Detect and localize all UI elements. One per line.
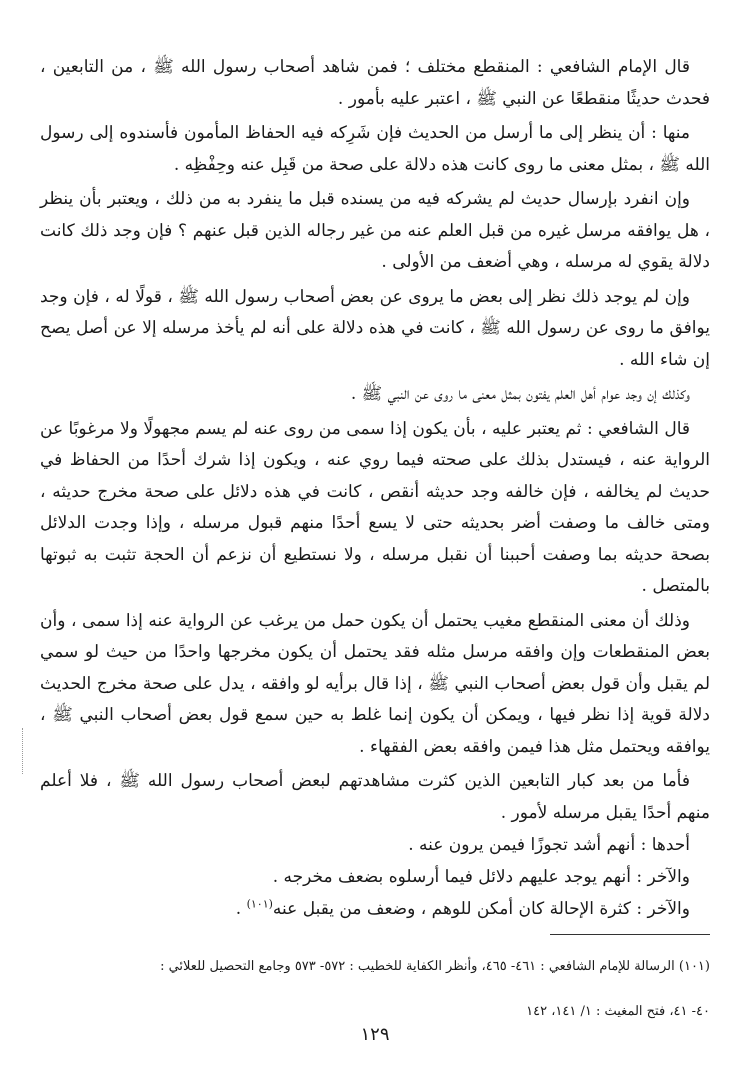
list-item-third — [40, 893, 710, 925]
footnote-line-1: (١٠١) الرسالة للإمام الشافعي : ٤٦١- ٤٦٥، وأنظر الكفاية للخطيب : ٥٧٢- ٥٧٣ وجامع التحصيل للعلائي : — [160, 959, 710, 974]
paragraph-1: قال الإمام الشافعي : المنقطع مختلف ؛ فمن شاهد أصحاب رسول الله ﷺ ، من التابعين ، فحدث حديثًا منقطعًا عن النبي ﷺ ، اعتبر عليه بأمور . — [40, 57, 710, 109]
paragraph-4: وإن لم يوجد ذلك نظر إلى بعض ما يروى عن بعض أصحاب رسول الله ﷺ ، قولًا له ، فإن وجد يوافق ما روى عن رسول الله ﷺ ، كانت في هذه دلالة على أنه لم يأخذ مرسله إلا عن أصل يصح إن شاء الله . — [40, 286, 710, 370]
paragraph-8: فأما من بعد كبار التابعين الذين كثرت مشاهدتهم لبعض أصحاب رسول الله ﷺ ، فلا أعلم منهم أحدًا يقبل مرسله لأمور . — [40, 771, 710, 823]
footnote-block — [40, 944, 710, 1034]
main-text-body — [40, 52, 710, 925]
paragraph-2: منها : أن ينظر إلى ما أرسل من الحديث فإن شَرِكه فيه الحفاظ المأمون فأسندوه إلى رسول الله ﷺ ، بمثل معنى ما روى كانت هذه دلالة على صحة من قَبِل عنه وحِفْظِه . — [40, 123, 710, 175]
list-item-second: والآخر : أنهم يوجد عليهم دلائل فيما أرسلوه بضعف مخرجه . — [272, 867, 690, 887]
footnote-reference[interactable]: (١٠١) — [246, 897, 273, 911]
paragraph-7: وذلك أن معنى المنقطع مغيب يحتمل أن يكون حمل من يرغب عن الرواية عنه إذا سمى ، وأن بعض المنقطعات وإن وافقه مرسل مثله فقد يحتمل أن يكون مخرجها واحدًا من حيث لو سمي لم يقبل وأن قول بعض أصحاب النبي ﷺ ، إذا قال برأيه لو وافقه ، يدل على صحة مخرج الحديث دلالة قوية إذا نظر فيها ، ويمكن أن يكون إنما غلط به حين سمع قول بعض أصحاب النبي ﷺ ، يوافقه ويحتمل مثل هذا فيمن وافقه بعض الفقهاء . — [40, 610, 710, 757]
footnote-line-2: ٤٠- ٤١، فتح المغيث : ١/ ١٤١، ١٤٢ — [526, 1004, 710, 1019]
footnote-separator — [550, 934, 710, 935]
list-item-third-end: . — [235, 899, 247, 919]
page-number: ١٢٩ — [360, 1024, 390, 1045]
paragraph-6: قال الشافعي : ثم يعتبر عليه ، بأن يكون إذا سمى من روى عنه لم يسم مجهولًا ولا مرغوبًا عن الرواية عنه ، فيستدل بذلك على صحته فيما روي عنه ، ويكون إذا شرك أحدًا من الحفاظ في حديث لم يخالفه ، فإن خالفه وجد حديثه أنقص ، كانت في هذه دلائل على صحة مخرج حديثه ، ومتى خالف ما وصفت أضر بحديثه حتى لا يسع أحدًا منهم قبول مرسله ، وإذا وجدت الدلائل بصحة حديثه بما وصفت أحببنا أن نقبل مرسله ، ولا نستطيع أن نزعم أن الحجة تثبت به ثبوتها بالمتصل . — [40, 418, 710, 596]
list-item-first: أحدها : أنهم أشد تجوزًا فيمن يرون عنه . — [408, 835, 690, 855]
list-item-third-text: والآخر : كثرة الإحالة كان أمكن للوهم ، وضعف من يقبل عنه — [272, 899, 690, 919]
paragraph-5: وكذلك إن وجد عوام أهل العلم يفتون بمثل معنى ما روى عن النبي ﷺ . — [350, 384, 690, 404]
paragraph-3: وإن انفرد بإرسال حديث لم يشركه فيه من يسنده قبل ما ينفرد به من ذلك ، ويعتبر بأن ينظر ، هل يوافقه مرسل غيره من قبل العلم عنه من غير رجاله الذين قبل عنهم ؟ فإن وجد ذلك كانت دلالة يقوي له مرسله ، وهي أضعف من الأولى . — [40, 189, 710, 272]
margin-mark — [22, 728, 23, 774]
